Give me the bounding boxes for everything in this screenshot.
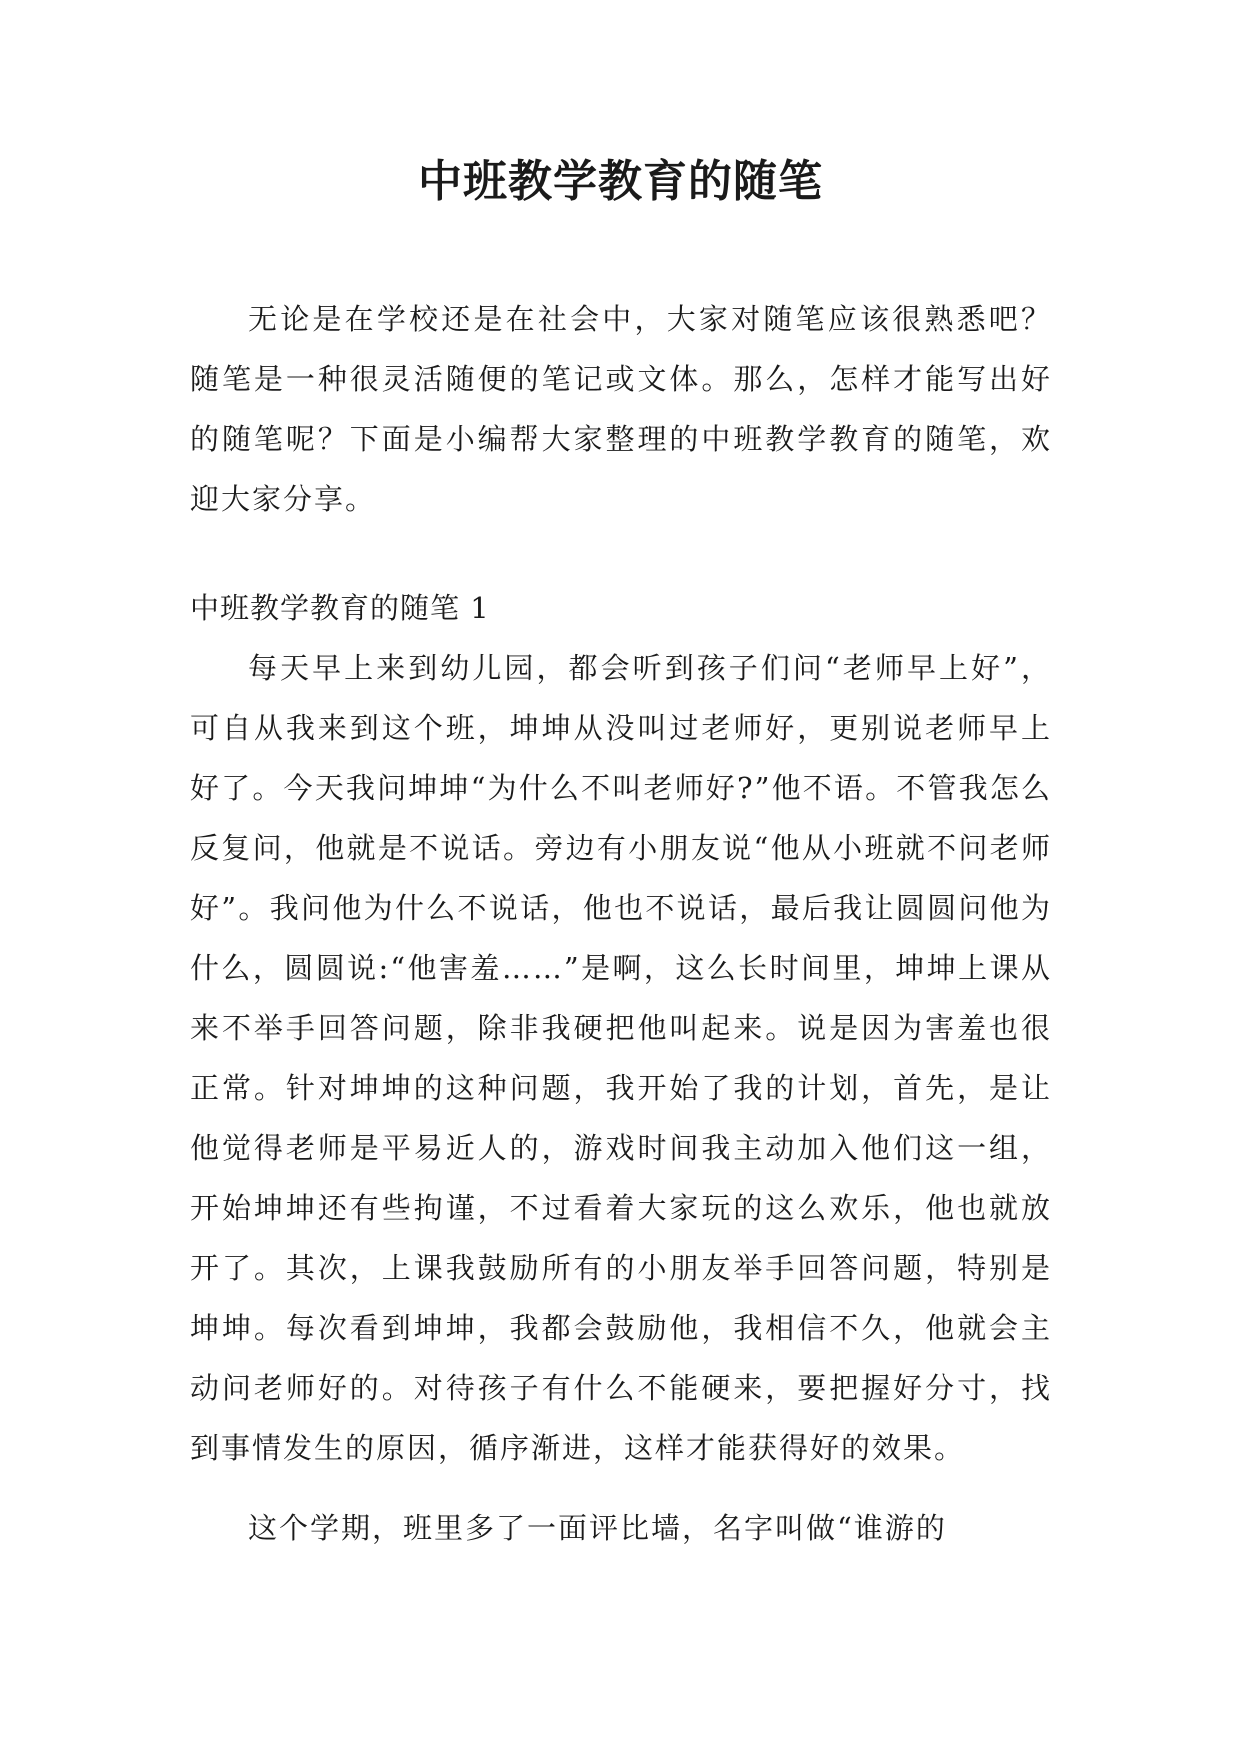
body-paragraph-2: 这个学期，班里多了一面评比墙，名字叫做“谁游的 xyxy=(248,1511,947,1545)
body-paragraph-1: 每天早上来到幼儿园，都会听到孩子们问“老师早上好”，可自从我来到这个班，坤坤从没叫过老师好，更别说老师早上好了。今天我问坤坤“为什么不叫老师好?”他不语。不管我怎么反复问，他就是不说话。旁边有小朋友说“他从小班就不问老师好”。我问他为什么不说话，他也不说话，最后我让圆圆问他为什么，圆圆说:“他害羞……”是啊，这么长时间里，坤坤上课从来不举手回答问题，除非我硬把他叫起来。说是因为害羞也很正常。针对坤坤的这种问题，我开始了我的计划，首先，是让他觉得老师是平易近人的，游戏时间我主动加入他们这一组，开始坤坤还有些拘谨，不过看着大家玩的这么欢乐，他也就放开了。其次，上课我鼓励所有的小朋友举手回答问题，特别是坤坤。每次看到坤坤，我都会鼓励他，我相信不久，他就会主动问老师好的。对待孩子有什么不能硬来，要把握好分寸，找到事情发生的原因，循序渐进，这样才能获得好的效果。 xyxy=(190,651,1052,1465)
section-heading: 中班教学教育的随笔 1 xyxy=(190,591,490,625)
document-title: 中班教学教育的随笔 xyxy=(418,156,823,207)
intro-paragraph: 无论是在学校还是在社会中，大家对随笔应该很熟悉吧？随笔是一种很灵活随便的笔记或文体。那么，怎样才能写出好的随笔呢？下面是小编帮大家整理的中班教学教育的随笔，欢迎大家分享。 xyxy=(190,302,1052,516)
